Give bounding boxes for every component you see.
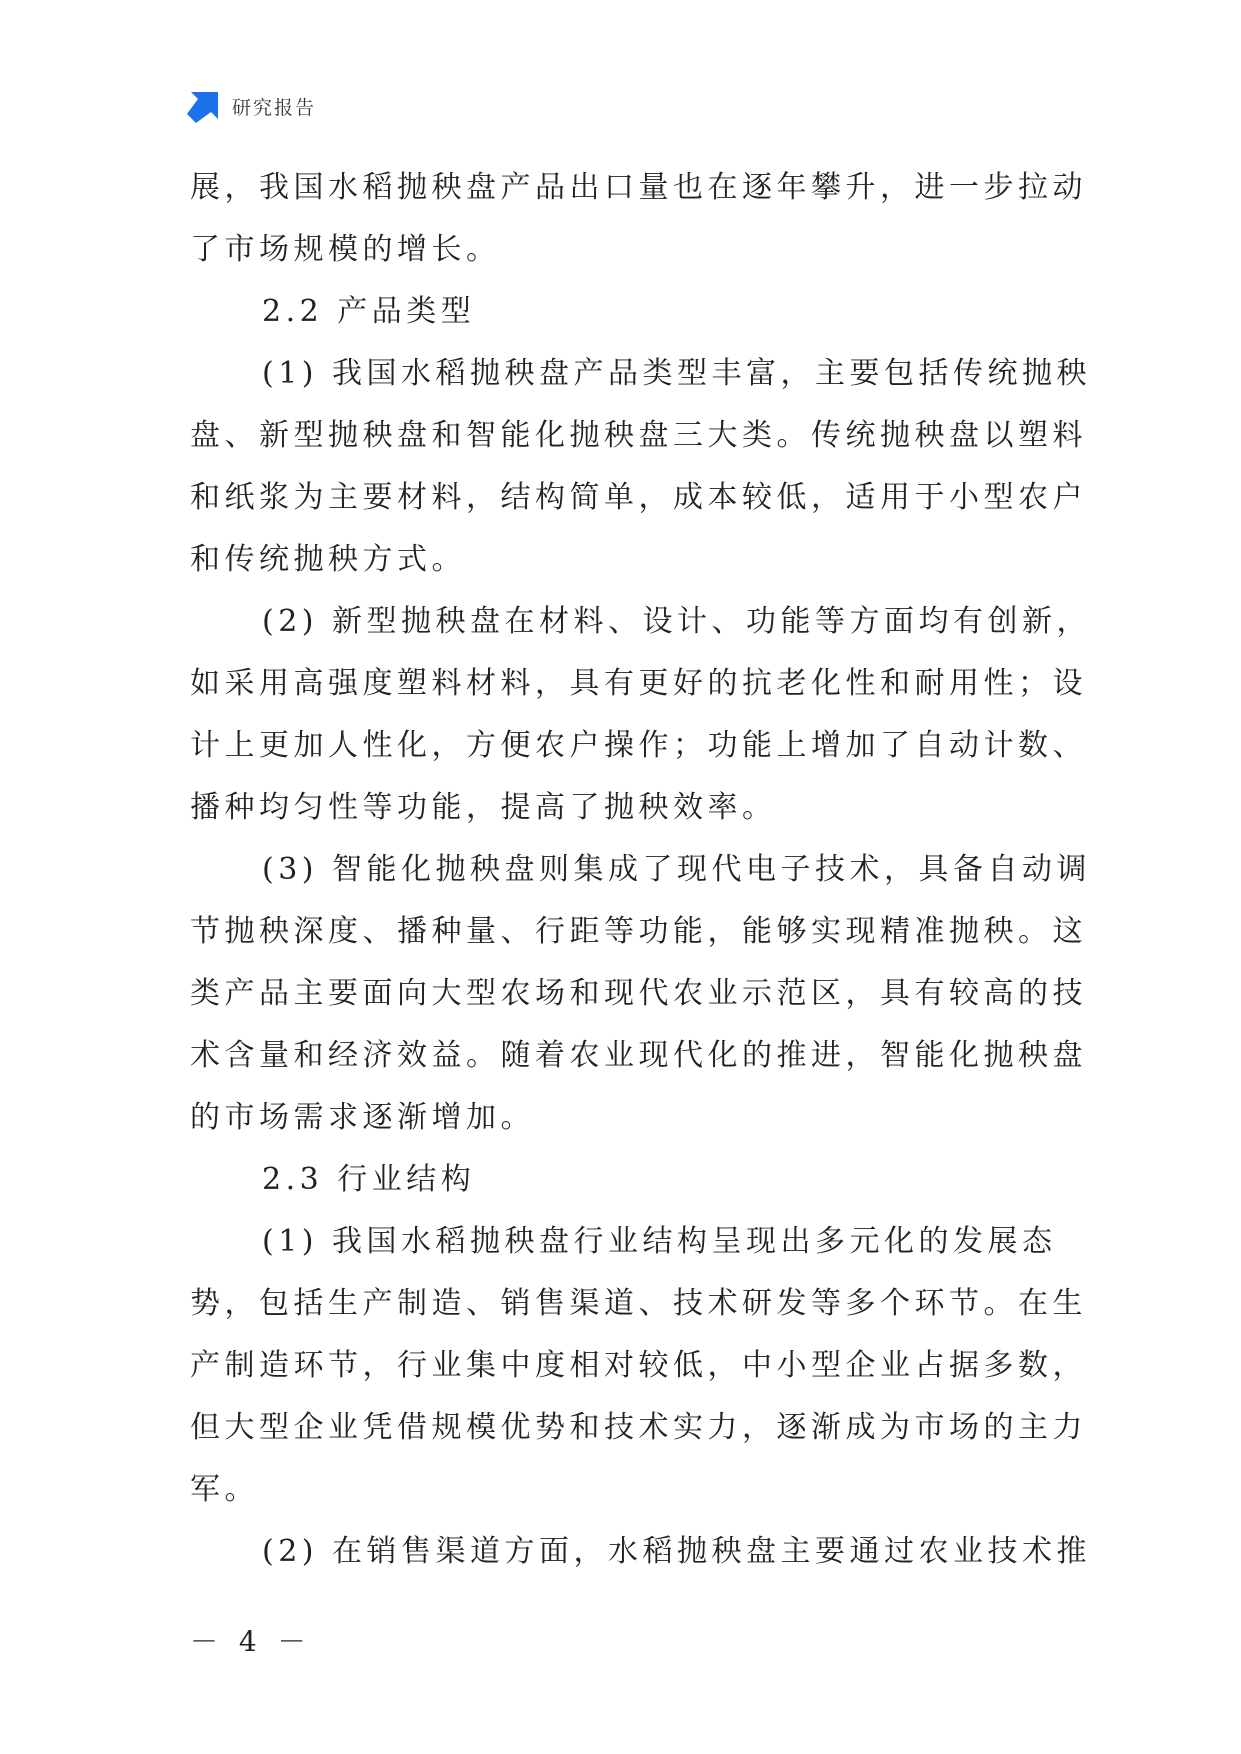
paragraph-line: (3) 智能化抛秧盘则集成了现代电子技术，具备自动调	[262, 852, 1092, 887]
paragraph-line: 产制造环节，行业集中度相对较低，中小型企业占据多数，	[190, 1348, 1087, 1383]
header-title: 研究报告	[232, 96, 317, 119]
paragraph-line: 了市场规模的增长。	[190, 232, 501, 267]
paragraph-line: 的市场需求逐渐增加。	[190, 1100, 535, 1135]
paragraph-line: 类产品主要面向大型农场和现代农业示范区，具有较高的技	[190, 976, 1087, 1011]
paragraph-line: 盘、新型抛秧盘和智能化抛秧盘三大类。传统抛秧盘以塑料	[190, 418, 1087, 453]
paragraph-line: 军。	[190, 1472, 259, 1507]
paragraph-line: (1) 我国水稻抛秧盘产品类型丰富，主要包括传统抛秧	[262, 356, 1092, 391]
document-body	[190, 157, 1092, 1583]
paragraph-line: 节抛秧深度、播种量、行距等功能，能够实现精准抛秧。这	[190, 914, 1087, 949]
paragraph-line: (2) 在销售渠道方面，水稻抛秧盘主要通过农业技术推	[262, 1534, 1092, 1569]
paragraph-line: 术含量和经济效益。随着农业现代化的推进，智能化抛秧盘	[190, 1038, 1087, 1073]
page-number: － 4 －	[190, 1625, 312, 1658]
paragraph-line: 计上更加人性化，方便农户操作；功能上增加了自动计数、	[190, 728, 1087, 763]
paragraph-line: 但大型企业凭借规模优势和技术实力，逐渐成为市场的主力	[190, 1410, 1087, 1445]
paragraph-line: (1) 我国水稻抛秧盘行业结构呈现出多元化的发展态	[262, 1224, 1057, 1259]
section-heading: 2.3 行业结构	[262, 1162, 476, 1197]
paragraph-line: 和传统抛秧方式。	[190, 542, 466, 577]
paragraph-line: (2) 新型抛秧盘在材料、设计、功能等方面均有创新，	[262, 604, 1092, 639]
section-heading: 2.2 产品类型	[262, 294, 476, 329]
arrow-up-right-icon	[187, 90, 220, 123]
paragraph-line: 如采用高强度塑料材料，具有更好的抗老化性和耐用性；设	[190, 666, 1087, 701]
paragraph-line: 播种均匀性等功能，提高了抛秧效率。	[190, 790, 777, 825]
report-header	[187, 88, 316, 124]
paragraph-line: 和纸浆为主要材料，结构简单，成本较低，适用于小型农户	[190, 480, 1087, 515]
paragraph-line: 势，包括生产制造、销售渠道、技术研发等多个环节。在生	[190, 1286, 1087, 1321]
paragraph-line: 展，我国水稻抛秧盘产品出口量也在逐年攀升，进一步拉动	[190, 170, 1087, 205]
